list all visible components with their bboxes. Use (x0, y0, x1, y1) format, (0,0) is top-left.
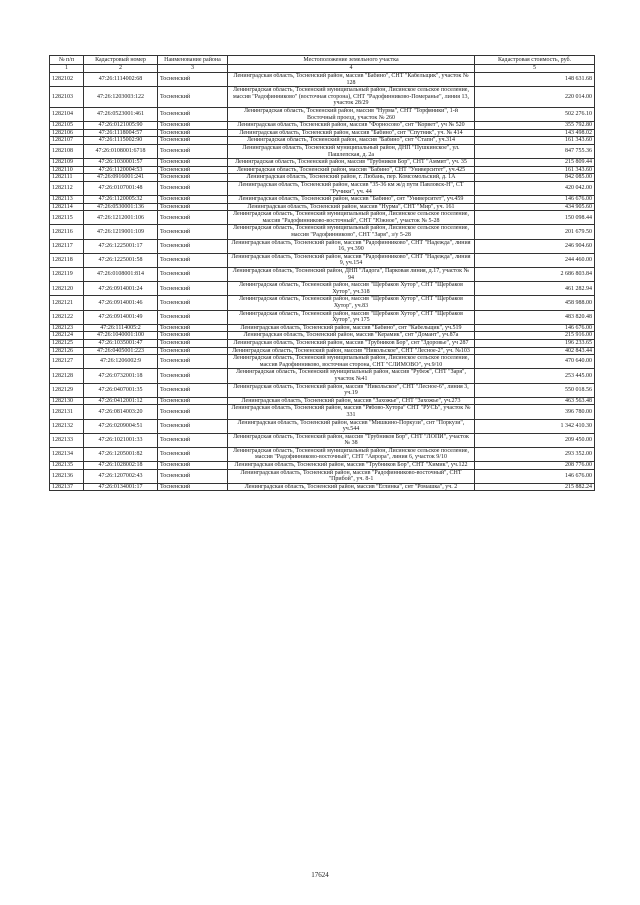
value-cell: 847 755.36 (475, 144, 595, 158)
table-row (50, 87, 595, 108)
location-cell: Ленинградская область, Тосненский район, массив "Щербаков Хутор", СНТ "Щербаков Хутор", уч.83 (228, 296, 475, 310)
row-number-cell: 1282131 (50, 405, 84, 419)
value-cell: 396 780.00 (475, 405, 595, 419)
location-cell: Ленинградская область, Тосненский район, массив "Бабино", СНТ "Университет", уч.425 (228, 166, 475, 174)
location-cell: Ленинградская область, Тосненский район, массив "Щербаков Хутор", СНТ "Щербаков Хутор", уч.318 (228, 282, 475, 296)
row-number-cell: 1282135 (50, 462, 84, 470)
table-row (50, 310, 595, 324)
table-row (50, 129, 595, 137)
table-row (50, 144, 595, 158)
header-cadastral-number: Кадастровый номер (84, 56, 158, 65)
cadastral-number-cell: 47:26:0523001:461 (84, 107, 158, 121)
district-cell: Тосненский (158, 347, 228, 355)
district-cell: Тосненский (158, 87, 228, 108)
cadastral-number-cell: 47:26:0407001:35 (84, 383, 158, 397)
cadastral-number-cell: 47:26:0914001:49 (84, 310, 158, 324)
table-row (50, 339, 595, 347)
header-location: Местоположение земельного участка (228, 56, 475, 65)
district-cell: Тосненский (158, 469, 228, 483)
table-row (50, 462, 595, 470)
cadastral-number-cell: 47:26:1115002:90 (84, 137, 158, 145)
district-cell: Тосненский (158, 73, 228, 87)
row-number-cell: 1282118 (50, 253, 84, 267)
cadastral-number-cell: 47:26:1028002:18 (84, 462, 158, 470)
row-number-cell: 1282105 (50, 122, 84, 130)
row-number-cell: 1282125 (50, 339, 84, 347)
location-cell: Ленинградская область, Тосненский район, массив "35-36 км ж/д пути Павловск-Н", СТ "Ручики", уч. 44 (228, 181, 475, 195)
value-cell: 161 343.60 (475, 166, 595, 174)
location-cell: Ленинградская область, Тосненский муниципальный район, Лисинское сельское поселение, массив "Радофинниково-восточный", СНТ "Аврора", линия 6, участок 9/10 (228, 447, 475, 461)
table-row (50, 225, 595, 239)
table-row (50, 433, 595, 447)
table-header-row (50, 56, 595, 65)
column-number: 4 (228, 65, 475, 73)
row-number-cell: 1282103 (50, 87, 84, 108)
cadastral-number-cell: 47:26:1207002:43 (84, 469, 158, 483)
district-cell: Тосненский (158, 324, 228, 332)
table-row (50, 159, 595, 167)
value-cell: 196 233.65 (475, 339, 595, 347)
location-cell: Ленинградская область, Тосненский муниципальный район, Лисинское сельское поселение, массив "Радофинниково-восточный", СНТ "Южное", участок № 5-28 (228, 211, 475, 225)
value-cell: 550 018.56 (475, 383, 595, 397)
location-cell: Ленинградская область, Тосненский муниципальный район, Лисинское сельское поселение, массив "Радофинниково", СНТ "Заря", з/у 5-28 (228, 225, 475, 239)
table-row (50, 447, 595, 461)
district-cell: Тосненский (158, 203, 228, 211)
value-cell: 483 820.48 (475, 310, 595, 324)
value-cell: 1 342 410.30 (475, 419, 595, 433)
row-number-cell: 1282129 (50, 383, 84, 397)
value-cell: 2 686 803.84 (475, 268, 595, 282)
location-cell: Ленинградская область, Тосненский район, массив "Бабино", снт "Стапн", уч.314 (228, 137, 475, 145)
row-number-cell: 1282109 (50, 159, 84, 167)
row-number-cell: 1282126 (50, 347, 84, 355)
column-number: 5 (475, 65, 595, 73)
table-row (50, 203, 595, 211)
cadastral-number-cell: 47:26:0108001:6718 (84, 144, 158, 158)
row-number-cell: 1282134 (50, 447, 84, 461)
district-cell: Тосненский (158, 107, 228, 121)
value-cell: 842 085.00 (475, 174, 595, 182)
district-cell: Тосненский (158, 419, 228, 433)
row-number-cell: 1282117 (50, 239, 84, 253)
value-cell: 146 676.00 (475, 324, 595, 332)
table-row (50, 296, 595, 310)
row-number-cell: 1282136 (50, 469, 84, 483)
district-cell: Тосненский (158, 268, 228, 282)
cadastral-number-cell: 47:26:1219001:109 (84, 225, 158, 239)
row-number-cell: 1282137 (50, 483, 84, 491)
table-row (50, 107, 595, 121)
cadastral-number-cell: 47:26:1120004:53 (84, 166, 158, 174)
location-cell: Ленинградская область, Тосненский район, массив "Трубников Бор", СНТ "Химик", уч.122 (228, 462, 475, 470)
row-number-cell: 1282107 (50, 137, 84, 145)
district-cell: Тосненский (158, 239, 228, 253)
value-cell: 161 343.60 (475, 137, 595, 145)
row-number-cell: 1282119 (50, 268, 84, 282)
table-row (50, 122, 595, 130)
district-cell: Тосненский (158, 483, 228, 491)
district-cell: Тосненский (158, 253, 228, 267)
value-cell: 458 988.00 (475, 296, 595, 310)
row-number-cell: 1282112 (50, 181, 84, 195)
location-cell: Ленинградская область, Тосненский район, массив "Радофинниково", СНТ "Надежда", линия 9, уч.154 (228, 253, 475, 267)
column-number: 1 (50, 65, 84, 73)
table-row (50, 166, 595, 174)
table-row (50, 253, 595, 267)
cadastral-number-cell: 47:26:1040001:100 (84, 332, 158, 340)
district-cell: Тосненский (158, 332, 228, 340)
district-cell: Тосненский (158, 174, 228, 182)
location-cell: Ленинградская область, Тосненский район, массив "Радофинниково-восточный", СНТ "Прибой", уч. 8-1 (228, 469, 475, 483)
table-row (50, 324, 595, 332)
location-cell: Ленинградская область, Тосненский район, массив "Щербаков Хутор", СНТ "Щербаков Хутор", уч 175 (228, 310, 475, 324)
value-cell: 146 676.00 (475, 469, 595, 483)
cadastral-number-cell: 47:26:1118004:57 (84, 129, 158, 137)
cadastral-number-cell: 47:26:0530001:136 (84, 203, 158, 211)
column-number-row (50, 65, 595, 73)
value-cell: 209 450.00 (475, 433, 595, 447)
location-cell: Ленинградская область, Тосненский район, массив "Бабино", СНТ "Кабельщик", участок № 128 (228, 73, 475, 87)
location-cell: Ленинградская область, Тосненский район, массив "Еглинка", снт "Ромашка", уч. 2 (228, 483, 475, 491)
district-cell: Тосненский (158, 397, 228, 405)
location-cell: Ленинградская область, Тосненский район, массив "Трубников Бор", снт "Здоровье", уч 287 (228, 339, 475, 347)
table-row (50, 282, 595, 296)
value-cell: 146 676.00 (475, 196, 595, 204)
table-row (50, 174, 595, 182)
district-cell: Тосненский (158, 369, 228, 383)
value-cell: 215 916.00 (475, 332, 595, 340)
cadastral-number-cell: 47:26:1205001:82 (84, 447, 158, 461)
table-row (50, 332, 595, 340)
district-cell: Тосненский (158, 137, 228, 145)
cadastral-number-cell: 47:26:0914001:46 (84, 296, 158, 310)
value-cell: 461 282.94 (475, 282, 595, 296)
row-number-cell: 1282124 (50, 332, 84, 340)
location-cell: Ленинградская область, Тосненский муниципальный район, массив "Рубеж", СНТ "Заря", участок №41 (228, 369, 475, 383)
district-cell: Тосненский (158, 181, 228, 195)
location-cell: Ленинградская область, Тосненский район, массив "Бабино", снт "Кабельщик", уч.519 (228, 324, 475, 332)
column-number: 2 (84, 65, 158, 73)
value-cell: 355 792.80 (475, 122, 595, 130)
table-row (50, 483, 595, 491)
row-number-cell: 1282115 (50, 211, 84, 225)
header-district-name: Наименование района (158, 56, 228, 65)
row-number-cell: 1282132 (50, 419, 84, 433)
table-row (50, 181, 595, 195)
table-row (50, 383, 595, 397)
value-cell: 201 679.50 (475, 225, 595, 239)
location-cell: Ленинградская область, Тосненский район, массив "Никольское", СНТ "Лесное-2", уч. №103 (228, 347, 475, 355)
row-number-cell: 1282110 (50, 166, 84, 174)
row-number-cell: 1282120 (50, 282, 84, 296)
cadastral-number-cell: 47:26:0405001:223 (84, 347, 158, 355)
row-number-cell: 1282106 (50, 129, 84, 137)
value-cell: 150 098.44 (475, 211, 595, 225)
header-cadastral-value: Кадастровая стоимость, руб. (475, 56, 595, 65)
row-number-cell: 1282116 (50, 225, 84, 239)
cadastral-number-cell: 47:26:1225001:17 (84, 239, 158, 253)
cadastral-number-cell: 47:26:1114005:2 (84, 324, 158, 332)
column-number: 3 (158, 65, 228, 73)
row-number-cell: 1282123 (50, 324, 84, 332)
value-cell: 246 904.60 (475, 239, 595, 253)
table-row (50, 369, 595, 383)
row-number-cell: 1282133 (50, 433, 84, 447)
value-cell: 502 276.10 (475, 107, 595, 121)
location-cell: Ленинградская область, Тосненский район, массив "Форносово", снт "Корвет", уч № 520 (228, 122, 475, 130)
cadastral-number-cell: 47:26:0916001:241 (84, 174, 158, 182)
location-cell: Ленинградская область, Тосненский район, массив "Бабино", снт "Университет", уч.459 (228, 196, 475, 204)
district-cell: Тосненский (158, 310, 228, 324)
cadastral-number-cell: 47:26:0914001:24 (84, 282, 158, 296)
district-cell: Тосненский (158, 166, 228, 174)
value-cell: 148 631.68 (475, 73, 595, 87)
location-cell: Ленинградская область, Тосненский муниципальный район, Лисинское сельское поселение, массив "Радофинниково" (восточная сторона), СНТ "Радофинниково-Померанье", линия 13, участок 28/29 (228, 87, 475, 108)
cadastral-number-cell: 47:26:1021001:33 (84, 433, 158, 447)
location-cell: Ленинградская область, Тосненский муниципальный район, ДНП "Пушкинское", ул. Пашлепская, д. 2а (228, 144, 475, 158)
table-body (50, 73, 595, 491)
table-row (50, 239, 595, 253)
value-cell: 208 776.00 (475, 462, 595, 470)
value-cell: 253 445.00 (475, 369, 595, 383)
table-row (50, 469, 595, 483)
row-number-cell: 1282130 (50, 397, 84, 405)
cadastral-number-cell: 47:26:1225001:58 (84, 253, 158, 267)
district-cell: Тосненский (158, 405, 228, 419)
district-cell: Тосненский (158, 282, 228, 296)
district-cell: Тосненский (158, 225, 228, 239)
cadastral-number-cell: 47:26:1212001:106 (84, 211, 158, 225)
district-cell: Тосненский (158, 339, 228, 347)
row-number-cell: 1282108 (50, 144, 84, 158)
location-cell: Ленинградская область, Тосненский район, массив "Трубников Бор", СНТ "Аммит", уч. 35 (228, 159, 475, 167)
cadastral-number-cell: 47:26:0412001:12 (84, 397, 158, 405)
cadastral-number-cell: 47:26:1120005:32 (84, 196, 158, 204)
page-number: 17624 (311, 871, 329, 879)
value-cell: 420 042.00 (475, 181, 595, 195)
location-cell: Ленинградская область, Тосненский район, массив "Керамик", снт "Домант", уч.87а (228, 332, 475, 340)
row-number-cell: 1282121 (50, 296, 84, 310)
district-cell: Тосненский (158, 129, 228, 137)
location-cell: Ленинградская область, Тосненский район, массив "Нурма", СНТ "Мир", уч. 161 (228, 203, 475, 211)
cadastral-number-cell: 47:26:0134001:17 (84, 483, 158, 491)
district-cell: Тосненский (158, 122, 228, 130)
row-number-cell: 1282102 (50, 73, 84, 87)
row-number-cell: 1282113 (50, 196, 84, 204)
value-cell: 434 905.60 (475, 203, 595, 211)
location-cell: Ленинградская область, Тосненский район, г. Любань, пер. Комсомольский, д. 1А (228, 174, 475, 182)
cadastral-number-cell: 47:26:1203003:122 (84, 87, 158, 108)
location-cell: Ленинградская область, Тосненский район, ДНП "Ладога", Парковая линия, д.17, участок № 94 (228, 268, 475, 282)
row-number-cell: 1282122 (50, 310, 84, 324)
table-row (50, 347, 595, 355)
location-cell: Ленинградская область, Тосненский район, массив "Мишкино-Поркузи", снт "Поркузи", уч.544 (228, 419, 475, 433)
cadastral-number-cell: 47:26:0121005:90 (84, 122, 158, 130)
table-row (50, 211, 595, 225)
cadastral-number-cell: 47:26:1030001:57 (84, 159, 158, 167)
district-cell: Тосненский (158, 296, 228, 310)
district-cell: Тосненский (158, 462, 228, 470)
cadastral-number-cell: 47:26:1206002:9 (84, 355, 158, 369)
table-row (50, 196, 595, 204)
district-cell: Тосненский (158, 383, 228, 397)
cadastral-value-table (49, 55, 595, 491)
value-cell: 143 498.02 (475, 129, 595, 137)
value-cell: 402 843.44 (475, 347, 595, 355)
district-cell: Тосненский (158, 196, 228, 204)
value-cell: 215 809.44 (475, 159, 595, 167)
row-number-cell: 1282111 (50, 174, 84, 182)
location-cell: Ленинградская область, Тосненский муниципальный район, Лисинское сельское поселение, массив Радофинниково, восточная сторона, СНТ "СЛИМОВО", уч.9/10 (228, 355, 475, 369)
table-row (50, 355, 595, 369)
table-row (50, 268, 595, 282)
cadastral-number-cell: 47:26:0107001:48 (84, 181, 158, 195)
value-cell: 463 563.48 (475, 397, 595, 405)
table-row (50, 419, 595, 433)
cadastral-number-cell: 47:26:0108001:814 (84, 268, 158, 282)
location-cell: Ленинградская область, Тосненский район, массив "Никольское", СНТ "Лесное-6", линия 3, уч.19 (228, 383, 475, 397)
row-number-cell: 1282114 (50, 203, 84, 211)
cadastral-number-cell: 47:26:0814003:20 (84, 405, 158, 419)
district-cell: Тосненский (158, 447, 228, 461)
value-cell: 244 460.00 (475, 253, 595, 267)
location-cell: Ленинградская область, Тосненский район, массив "Бабино", снт "Спутник", уч. № 414 (228, 129, 475, 137)
table-row (50, 73, 595, 87)
location-cell: Ленинградская область, Тосненский район, массив "Захожье", СНТ "Захожье", уч.273 (228, 397, 475, 405)
district-cell: Тосненский (158, 355, 228, 369)
header-row-number: № п/п (50, 56, 84, 65)
value-cell: 293 352.00 (475, 447, 595, 461)
location-cell: Ленинградская область, Тосненский район, массив "Рябово-Хутора" СНТ "РУСЬ", участок № 331 (228, 405, 475, 419)
value-cell: 220 014.00 (475, 87, 595, 108)
cadastral-number-cell: 47:26:0209004:51 (84, 419, 158, 433)
cadastral-number-cell: 47:26:0732001:18 (84, 369, 158, 383)
row-number-cell: 1282127 (50, 355, 84, 369)
district-cell: Тосненский (158, 159, 228, 167)
location-cell: Ленинградская область, Тосненский район, массив "Радофинниково", СНТ "Надежда", линия 16, уч.390 (228, 239, 475, 253)
location-cell: Ленинградская область, Тосненский район, массив "Нурма", СНТ "Торфяники", 1-й Восточный проезд, участок № 260 (228, 107, 475, 121)
district-cell: Тосненский (158, 433, 228, 447)
district-cell: Тосненский (158, 144, 228, 158)
value-cell: 470 640.00 (475, 355, 595, 369)
location-cell: Ленинградская область, Тосненский район, массив "Трубников Бор", СНТ "ЛОПИ", участок № 38 (228, 433, 475, 447)
value-cell: 215 882.24 (475, 483, 595, 491)
row-number-cell: 1282128 (50, 369, 84, 383)
table-row (50, 137, 595, 145)
table-row (50, 397, 595, 405)
table-row (50, 405, 595, 419)
cadastral-number-cell: 47:26:1035001:47 (84, 339, 158, 347)
row-number-cell: 1282104 (50, 107, 84, 121)
district-cell: Тосненский (158, 211, 228, 225)
cadastral-number-cell: 47:26:1114002:68 (84, 73, 158, 87)
